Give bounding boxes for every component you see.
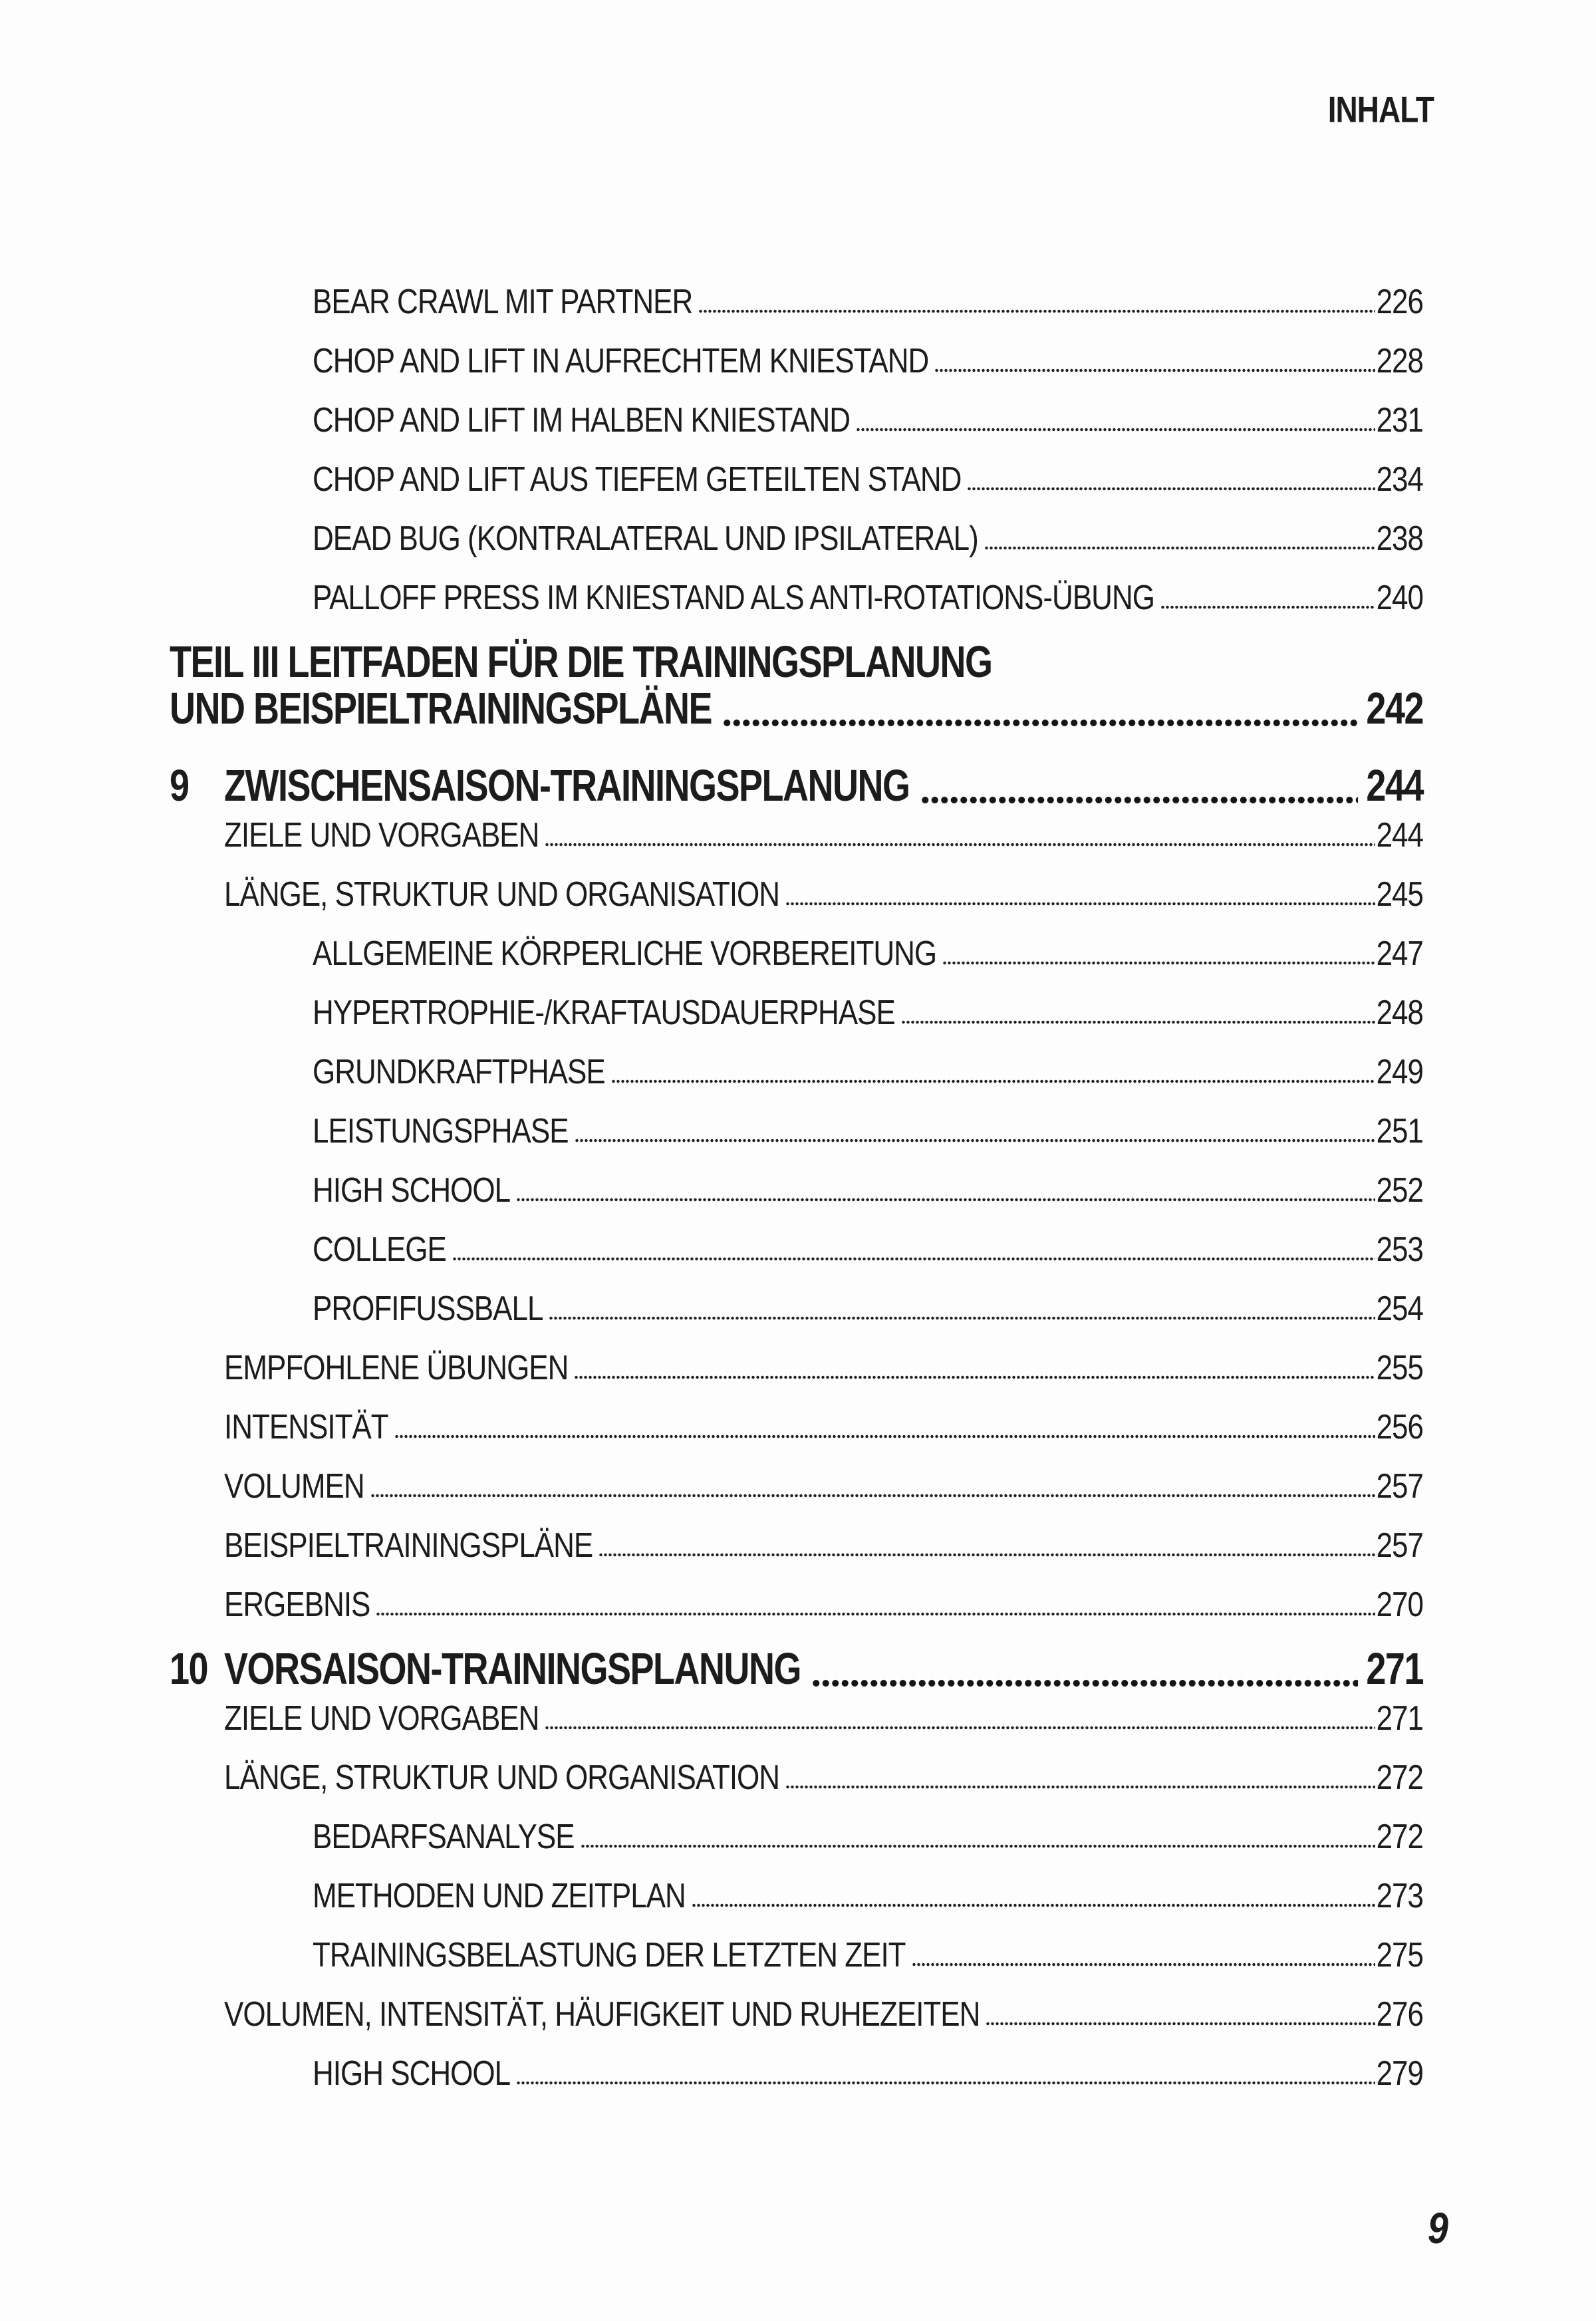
toc-entry-row — [224, 1526, 1423, 1565]
entry-page-number: 231 — [1376, 401, 1423, 440]
entry-label: BEAR CRAWL MIT PARTNER — [313, 283, 693, 321]
chapter-label: ZWISCHENSAISON-TRAININGSPLANUNG — [224, 761, 910, 811]
toc-entry-row — [313, 342, 1423, 380]
page-header — [0, 88, 1434, 130]
entry-page-number: 226 — [1376, 283, 1423, 321]
entry-label: CHOP AND LIFT IN AUFRECHTEM KNIESTAND — [313, 342, 929, 380]
entry-page-number: 251 — [1376, 1112, 1423, 1151]
part-page-number: 242 — [1366, 684, 1423, 734]
leader-dots — [549, 1314, 1375, 1322]
page-footer — [1427, 2203, 1448, 2253]
entry-page-number: 276 — [1376, 1995, 1423, 2034]
chapter-page-number: 271 — [1366, 1644, 1423, 1694]
entry-label: COLLEGE — [313, 1230, 446, 1269]
leader-dots — [516, 1196, 1375, 1204]
entry-page-number: 257 — [1376, 1467, 1423, 1506]
entry-label: VOLUMEN — [224, 1467, 364, 1506]
leader-dots — [856, 426, 1375, 434]
entry-page-number: 257 — [1376, 1526, 1423, 1565]
chapter-number-text: 10 — [170, 1644, 208, 1694]
entry-page-number: 248 — [1376, 994, 1423, 1032]
toc-entry-row — [313, 1877, 1423, 1915]
entry-page-number: 279 — [1376, 2054, 1423, 2093]
leader-dots — [516, 2079, 1375, 2087]
entry-label: ZIELE UND VORGABEN — [224, 1699, 539, 1738]
toc-entry-row — [224, 1408, 1423, 1446]
entry-page-number: 238 — [1376, 519, 1423, 558]
toc-entry-row — [224, 875, 1423, 914]
leader-dots — [901, 1018, 1375, 1026]
leader-dots — [934, 366, 1375, 374]
chapter-page-number: 244 — [1366, 761, 1423, 811]
toc-entry-row — [313, 460, 1423, 499]
toc-entry-row — [313, 1112, 1423, 1151]
chapter-label: VORSAISON-TRAININGSPLANUNG — [224, 1644, 801, 1694]
leader-dots — [545, 841, 1375, 849]
toc-entry-row — [313, 934, 1423, 973]
entry-page-number: 240 — [1376, 579, 1423, 617]
toc-entry-row — [313, 283, 1423, 321]
leader-dots — [575, 1137, 1375, 1145]
leader-dots — [452, 1255, 1375, 1263]
entry-label: LÄNGE, STRUKTUR UND ORGANISATION — [224, 1758, 780, 1797]
leader-dots — [545, 1724, 1375, 1732]
toc-entry-row — [224, 816, 1423, 855]
entry-page-number: 271 — [1376, 1699, 1423, 1738]
toc-list — [170, 283, 1423, 2120]
toc-entry-row — [313, 1818, 1423, 1856]
entry-label: HIGH SCHOOL — [313, 1171, 511, 1210]
entry-label: GRUNDKRAFTPHASE — [313, 1053, 605, 1091]
entry-label: TRAININGSBELASTUNG DER LETZTEN ZEIT — [313, 1936, 906, 1975]
toc-entry-row — [313, 401, 1423, 440]
chapter-number-text: 9 — [170, 761, 189, 811]
entry-label: PALLOFF PRESS IM KNIESTAND ALS ANTI-ROTATIONS-ÜBUNG — [313, 579, 1154, 617]
entry-page-number: 272 — [1376, 1758, 1423, 1797]
entry-page-number: 255 — [1376, 1349, 1423, 1387]
leader-dots — [785, 1783, 1375, 1791]
toc-entry-row — [224, 1758, 1423, 1797]
leader-dots — [722, 717, 1358, 729]
entry-page-number: 244 — [1376, 816, 1423, 855]
entry-page-number: 273 — [1376, 1877, 1423, 1915]
chapter-heading-row — [170, 1644, 1423, 1698]
leader-dots — [967, 485, 1375, 493]
entry-label: CHOP AND LIFT AUS TIEFEM GETEILTEN STAND — [313, 460, 962, 499]
entry-label: HIGH SCHOOL — [313, 2054, 511, 2093]
entry-page-number: 249 — [1376, 1053, 1423, 1091]
part-heading-line2 — [170, 684, 1423, 738]
entry-page-number: 254 — [1376, 1290, 1423, 1328]
entry-page-number: 253 — [1376, 1230, 1423, 1269]
toc-entry-row — [313, 1171, 1423, 1210]
entry-label: LÄNGE, STRUKTUR UND ORGANISATION — [224, 875, 780, 914]
leader-dots — [984, 544, 1375, 552]
entry-page-number: 245 — [1376, 875, 1423, 914]
chapter-heading-row — [170, 761, 1423, 815]
toc-entry-row — [313, 994, 1423, 1032]
leader-dots — [920, 794, 1359, 806]
leader-dots — [598, 1551, 1375, 1559]
entry-page-number: 256 — [1376, 1408, 1423, 1446]
toc-entry-row — [224, 1699, 1423, 1738]
part-heading-line1-text: TEIL III LEITFADEN FÜR DIE TRAININGSPLANUNG — [170, 637, 992, 687]
entry-label: VOLUMEN, INTENSITÄT, HÄUFIGKEIT UND RUHEZEITEN — [224, 1995, 980, 2034]
part-heading-row — [170, 637, 1423, 738]
leader-dots — [611, 1077, 1375, 1085]
entry-label: LEISTUNGSPHASE — [313, 1112, 569, 1151]
leader-dots — [574, 1373, 1375, 1381]
entry-label: ZIELE UND VORGABEN — [224, 816, 539, 855]
entry-page-number: 228 — [1376, 342, 1423, 380]
leader-dots — [581, 1842, 1375, 1850]
toc-entry-row — [313, 1290, 1423, 1328]
leader-dots — [394, 1433, 1375, 1440]
leader-dots — [370, 1492, 1375, 1500]
entry-page-number: 234 — [1376, 460, 1423, 499]
leader-dots — [942, 959, 1375, 967]
leader-dots — [785, 900, 1375, 908]
entry-label: HYPERTROPHIE-/KRAFTAUSDAUERPHASE — [313, 994, 895, 1032]
leader-dots — [692, 1901, 1375, 1909]
leader-dots — [986, 2020, 1375, 2028]
toc-entry-row — [313, 519, 1423, 558]
toc-entry-row — [224, 1995, 1423, 2034]
entry-label: BEISPIELTRAININGSPLÄNE — [224, 1526, 593, 1565]
entry-page-number: 252 — [1376, 1171, 1423, 1210]
entry-label: INTENSITÄT — [224, 1408, 388, 1446]
toc-entry-row — [313, 1936, 1423, 1975]
toc-entry-row — [313, 1053, 1423, 1091]
footer-page-number: 9 — [1427, 2203, 1448, 2253]
toc-entry-row — [313, 579, 1423, 617]
toc-entry-row — [313, 2054, 1423, 2093]
toc-entry-row — [224, 1349, 1423, 1387]
toc-entry-row — [313, 1230, 1423, 1269]
entry-page-number: 272 — [1376, 1818, 1423, 1856]
leader-dots — [698, 307, 1375, 315]
leader-dots — [811, 1677, 1358, 1689]
entry-label: METHODEN UND ZEITPLAN — [313, 1877, 686, 1915]
leader-dots — [912, 1961, 1375, 1969]
entry-label: PROFIFUSSBALL — [313, 1290, 543, 1328]
entry-label: ERGEBNIS — [224, 1585, 370, 1624]
entry-label: DEAD BUG (KONTRALATERAL UND IPSILATERAL) — [313, 519, 978, 558]
part-heading-line2-text: UND BEISPIELTRAININGSPLÄNE — [170, 684, 712, 734]
leader-dots — [1160, 603, 1375, 611]
entry-label: EMPFOHLENE ÜBUNGEN — [224, 1349, 569, 1387]
leader-dots — [376, 1610, 1375, 1618]
entry-label: BEDARFSANALYSE — [313, 1818, 575, 1856]
page-header-title: INHALT — [1327, 88, 1434, 130]
toc-entry-row — [224, 1467, 1423, 1506]
entry-label: CHOP AND LIFT IM HALBEN KNIESTAND — [313, 401, 851, 440]
entry-page-number: 275 — [1376, 1936, 1423, 1975]
toc-entry-row — [224, 1585, 1423, 1624]
chapter-number — [170, 761, 224, 815]
entry-page-number: 270 — [1376, 1585, 1423, 1624]
chapter-number — [170, 1644, 224, 1698]
entry-label: ALLGEMEINE KÖRPERLICHE VORBEREITUNG — [313, 934, 937, 973]
entry-page-number: 247 — [1376, 934, 1423, 973]
